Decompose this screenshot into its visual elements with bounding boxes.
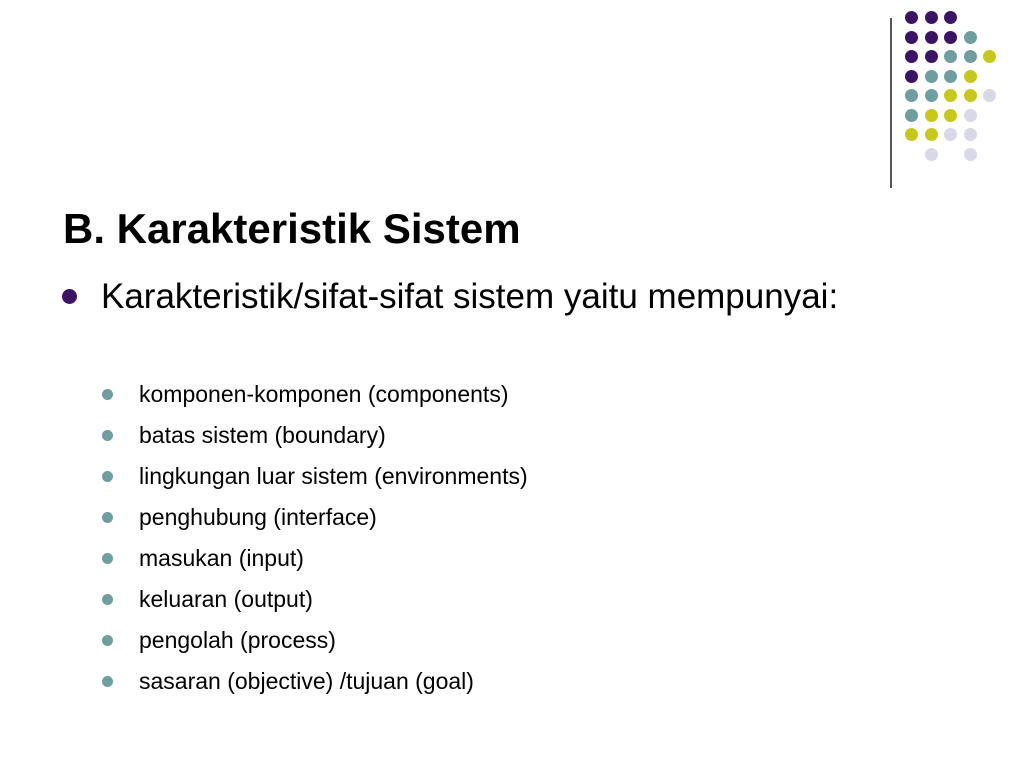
decoration-dot [925, 11, 938, 24]
decoration-dot [944, 70, 957, 83]
sub-bullet-dot [102, 389, 113, 400]
main-bullet-dot [62, 289, 77, 304]
sub-bullet-text: penghubung (interface) [139, 504, 377, 530]
decoration-dot [925, 109, 938, 122]
sub-bullet-item [102, 661, 528, 702]
slide-title: B. Karakteristik Sistem [63, 205, 521, 252]
decoration-dot [925, 70, 938, 83]
sub-bullet-item [102, 497, 528, 538]
decoration-dot [944, 11, 957, 24]
decoration-dot [905, 70, 918, 83]
main-bullet-point [62, 272, 862, 321]
decoration-dot [983, 89, 996, 102]
sub-bullet-text: masukan (input) [139, 545, 304, 571]
sub-bullet-item [102, 415, 528, 456]
decoration-dot [905, 109, 918, 122]
decoration-dot [944, 128, 957, 141]
decoration-dot [925, 50, 938, 63]
sub-bullet-item [102, 374, 528, 415]
decoration-dot [964, 148, 977, 161]
sub-bullet-text: keluaran (output) [139, 586, 313, 612]
decoration-dot [964, 109, 977, 122]
decoration-dot [964, 89, 977, 102]
sub-bullet-dot [102, 676, 113, 687]
decoration-dot [905, 89, 918, 102]
sub-bullet-item [102, 620, 528, 661]
dot-grid-decoration [905, 11, 1015, 161]
decoration-dot [964, 70, 977, 83]
sub-bullet-text: pengolah (process) [139, 627, 336, 653]
sub-bullet-dot [102, 430, 113, 441]
decoration-dot [905, 11, 918, 24]
sub-bullet-text: batas sistem (boundary) [139, 422, 386, 448]
decoration-dot [944, 31, 957, 44]
sub-bullet-dot [102, 512, 113, 523]
sub-bullet-list [102, 374, 528, 702]
decoration-dot [925, 128, 938, 141]
decoration-dot [944, 50, 957, 63]
sub-bullet-item [102, 579, 528, 620]
sub-bullet-item [102, 456, 528, 497]
sub-bullet-dot [102, 594, 113, 605]
decoration-dot [964, 128, 977, 141]
sub-bullet-dot [102, 553, 113, 564]
sub-bullet-text: lingkungan luar sistem (environments) [139, 463, 528, 489]
decoration-dot [925, 148, 938, 161]
decoration-dot [925, 31, 938, 44]
decoration-dot [983, 50, 996, 63]
sub-bullet-text: sasaran (objective) /tujuan (goal) [139, 668, 474, 694]
sub-bullet-item [102, 538, 528, 579]
main-bullet-text: Karakteristik/sifat-sifat sistem yaitu mempunyai: [101, 277, 839, 316]
sub-bullet-dot [102, 471, 113, 482]
vertical-divider [890, 18, 892, 188]
decoration-dot [964, 31, 977, 44]
decoration-dot [905, 31, 918, 44]
decoration-dot [925, 89, 938, 102]
decoration-dot [944, 109, 957, 122]
decoration-dot [944, 89, 957, 102]
decoration-dot [905, 50, 918, 63]
decoration-dot [905, 128, 918, 141]
sub-bullet-dot [102, 635, 113, 646]
decoration-dot [964, 50, 977, 63]
sub-bullet-text: komponen-komponen (components) [139, 381, 509, 407]
